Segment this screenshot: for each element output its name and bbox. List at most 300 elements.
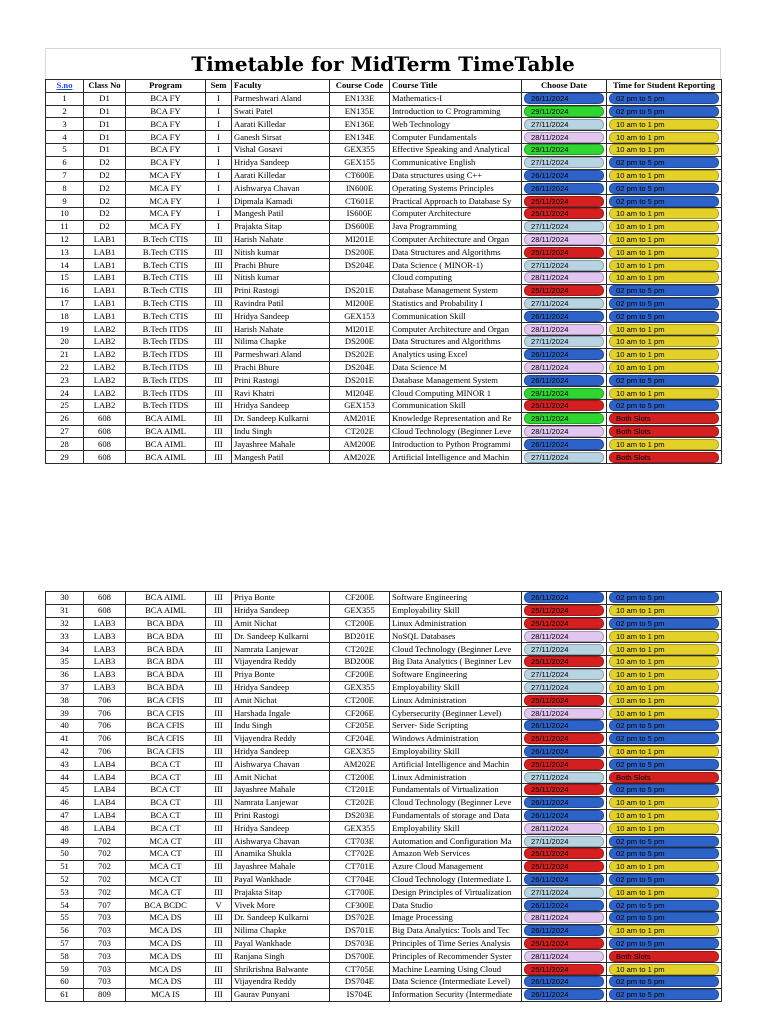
cell-class-no: LAB2 [84, 399, 126, 412]
date-pill[interactable]: 27/11/2024 [524, 887, 604, 898]
cell-reporting-time[interactable] [607, 156, 722, 169]
date-pill[interactable]: 25/11/2024 [524, 695, 604, 706]
time-pill[interactable]: Both Slots [609, 772, 719, 783]
cell-class-no: LAB3 [84, 630, 126, 643]
cell-choose-date[interactable] [522, 451, 607, 464]
cell-choose-date[interactable] [522, 950, 607, 963]
time-pill[interactable]: 02 pm to 5 pm [609, 196, 719, 207]
time-pill[interactable]: 10 am to 1 pm [609, 324, 719, 335]
table-row [46, 284, 722, 297]
cell-reporting-time[interactable] [607, 310, 722, 323]
table-row [46, 681, 722, 694]
time-pill[interactable]: 10 am to 1 pm [609, 746, 719, 757]
cell-choose-date[interactable] [522, 796, 607, 809]
cell-choose-date[interactable] [522, 156, 607, 169]
time-pill[interactable]: 02 pm to 5 pm [609, 976, 719, 987]
cell-sem: III [206, 399, 232, 412]
cell-program: B.Tech CTIS [126, 246, 206, 259]
cell-sem: III [206, 335, 232, 348]
cell-program: MCA FY [126, 195, 206, 208]
date-pill[interactable]: 26/11/2024 [524, 746, 604, 757]
table-row [46, 323, 722, 336]
date-pill[interactable]: 26/11/2024 [524, 989, 604, 1000]
date-pill[interactable]: 26/11/2024 [524, 720, 604, 731]
cell-choose-date[interactable] [522, 118, 607, 131]
cell-reporting-time[interactable] [607, 809, 722, 822]
time-pill[interactable]: 02 pm to 5 pm [609, 157, 719, 168]
cell-choose-date[interactable] [522, 592, 607, 605]
cell-reporting-time[interactable] [607, 220, 722, 233]
cell-choose-date[interactable] [522, 758, 607, 771]
cell-choose-date[interactable] [522, 822, 607, 835]
table-row [46, 361, 722, 374]
cell-course-title: Artificial Intelligence and Machin [390, 451, 522, 464]
cell-choose-date[interactable] [522, 643, 607, 656]
cell-sno: 45 [46, 783, 84, 796]
time-pill[interactable]: 10 am to 1 pm [609, 925, 719, 936]
cell-choose-date[interactable] [522, 399, 607, 412]
time-pill[interactable]: 02 pm to 5 pm [609, 375, 719, 386]
header-sno[interactable]: S.no [46, 80, 84, 93]
time-pill[interactable]: 10 am to 1 pm [609, 669, 719, 680]
time-pill[interactable]: 10 am to 1 pm [609, 221, 719, 232]
date-pill[interactable]: 25/11/2024 [524, 784, 604, 795]
cell-reporting-time[interactable] [607, 899, 722, 912]
cell-choose-date[interactable] [522, 860, 607, 873]
date-pill[interactable]: 27/11/2024 [524, 260, 604, 271]
time-pill[interactable]: 02 pm to 5 pm [609, 912, 719, 923]
time-pill[interactable]: 02 pm to 5 pm [609, 618, 719, 629]
cell-reporting-time[interactable] [607, 348, 722, 361]
date-pill[interactable]: 25/11/2024 [524, 285, 604, 296]
cell-choose-date[interactable] [522, 937, 607, 950]
cell-choose-date[interactable] [522, 899, 607, 912]
cell-choose-date[interactable] [522, 323, 607, 336]
time-pill[interactable]: 02 pm to 5 pm [609, 784, 719, 795]
cell-sno: 12 [46, 233, 84, 246]
cell-reporting-time[interactable] [607, 694, 722, 707]
cell-choose-date[interactable] [522, 963, 607, 976]
cell-reporting-time[interactable] [607, 963, 722, 976]
cell-sno: 1 [46, 92, 84, 105]
date-pill[interactable]: 27/11/2024 [524, 157, 604, 168]
cell-reporting-time[interactable] [607, 783, 722, 796]
cell-reporting-time[interactable] [607, 630, 722, 643]
date-pill[interactable]: 28/11/2024 [524, 912, 604, 923]
date-pill[interactable]: 26/11/2024 [524, 311, 604, 322]
time-pill[interactable]: 10 am to 1 pm [609, 349, 719, 360]
cell-sem: III [206, 233, 232, 246]
cell-choose-date[interactable] [522, 604, 607, 617]
date-pill[interactable]: 27/11/2024 [524, 644, 604, 655]
time-pill[interactable]: 10 am to 1 pm [609, 964, 719, 975]
cell-reporting-time[interactable] [607, 233, 722, 246]
date-pill[interactable]: 29/11/2024 [524, 106, 604, 117]
cell-choose-date[interactable] [522, 335, 607, 348]
table-row [46, 592, 722, 605]
cell-reporting-time[interactable] [607, 118, 722, 131]
date-pill[interactable]: 26/11/2024 [524, 797, 604, 808]
cell-reporting-time[interactable] [607, 643, 722, 656]
time-pill[interactable]: 10 am to 1 pm [609, 336, 719, 347]
cell-reporting-time[interactable] [607, 873, 722, 886]
cell-choose-date[interactable] [522, 732, 607, 745]
time-pill[interactable]: 10 am to 1 pm [609, 119, 719, 130]
time-pill[interactable]: 02 pm to 5 pm [609, 298, 719, 309]
cell-choose-date[interactable] [522, 259, 607, 272]
date-pill[interactable]: 25/11/2024 [524, 848, 604, 859]
cell-course-title: Employability Skill [390, 681, 522, 694]
cell-choose-date[interactable] [522, 105, 607, 118]
cell-reporting-time[interactable] [607, 758, 722, 771]
time-pill[interactable]: 02 pm to 5 pm [609, 311, 719, 322]
date-pill[interactable]: 28/11/2024 [524, 631, 604, 642]
cell-class-no: LAB4 [84, 758, 126, 771]
cell-reporting-time[interactable] [607, 438, 722, 451]
table-row [46, 924, 722, 937]
cell-course-code: CF205E [330, 719, 390, 732]
time-pill[interactable]: 10 am to 1 pm [609, 362, 719, 373]
cell-reporting-time[interactable] [607, 246, 722, 259]
cell-choose-date[interactable] [522, 182, 607, 195]
date-pill[interactable]: 26/11/2024 [524, 925, 604, 936]
date-pill[interactable]: 25/11/2024 [524, 733, 604, 744]
time-pill[interactable]: 10 am to 1 pm [609, 247, 719, 258]
cell-reporting-time[interactable] [607, 604, 722, 617]
date-pill[interactable]: 25/11/2024 [524, 656, 604, 667]
table-row [46, 169, 722, 182]
date-pill[interactable]: 26/11/2024 [524, 976, 604, 987]
cell-class-no: LAB2 [84, 374, 126, 387]
date-pill[interactable]: 27/11/2024 [524, 119, 604, 130]
cell-choose-date[interactable] [522, 348, 607, 361]
time-pill[interactable]: 10 am to 1 pm [609, 708, 719, 719]
time-pill[interactable]: Both Slots [609, 426, 719, 437]
cell-choose-date[interactable] [522, 694, 607, 707]
time-pill[interactable]: 10 am to 1 pm [609, 272, 719, 283]
cell-reporting-time[interactable] [607, 886, 722, 899]
time-pill[interactable]: 10 am to 1 pm [609, 605, 719, 616]
cell-class-no: LAB2 [84, 361, 126, 374]
time-pill[interactable]: 02 pm to 5 pm [609, 183, 719, 194]
time-pill[interactable]: Both Slots [609, 452, 719, 463]
cell-sem: III [206, 950, 232, 963]
cell-choose-date[interactable] [522, 92, 607, 105]
date-pill[interactable]: 25/11/2024 [524, 605, 604, 616]
cell-choose-date[interactable] [522, 668, 607, 681]
date-pill[interactable]: 25/11/2024 [524, 247, 604, 258]
cell-reporting-time[interactable] [607, 92, 722, 105]
cell-reporting-time[interactable] [607, 207, 722, 220]
cell-course-code: DS204E [330, 259, 390, 272]
date-pill[interactable]: 25/11/2024 [524, 861, 604, 872]
cell-choose-date[interactable] [522, 207, 607, 220]
date-pill[interactable]: 25/11/2024 [524, 964, 604, 975]
date-pill[interactable]: 29/11/2024 [524, 144, 604, 155]
cell-reporting-time[interactable] [607, 592, 722, 605]
date-pill[interactable]: 29/11/2024 [524, 413, 604, 424]
date-pill[interactable]: 26/11/2024 [524, 93, 604, 104]
cell-program: BCA AIML [126, 604, 206, 617]
time-pill[interactable]: 02 pm to 5 pm [609, 592, 719, 603]
cell-reporting-time[interactable] [607, 143, 722, 156]
date-pill[interactable]: 27/11/2024 [524, 669, 604, 680]
cell-choose-date[interactable] [522, 745, 607, 758]
cell-reporting-time[interactable] [607, 399, 722, 412]
cell-reporting-time[interactable] [607, 412, 722, 425]
date-pill[interactable]: 25/11/2024 [524, 938, 604, 949]
date-pill[interactable]: 28/11/2024 [524, 234, 604, 245]
cell-choose-date[interactable] [522, 425, 607, 438]
cell-reporting-time[interactable] [607, 835, 722, 848]
date-pill[interactable]: 27/11/2024 [524, 682, 604, 693]
cell-choose-date[interactable] [522, 284, 607, 297]
date-pill[interactable]: 28/11/2024 [524, 426, 604, 437]
cell-choose-date[interactable] [522, 783, 607, 796]
time-pill[interactable]: 10 am to 1 pm [609, 797, 719, 808]
date-pill[interactable]: 25/11/2024 [524, 196, 604, 207]
time-pill[interactable]: 10 am to 1 pm [609, 208, 719, 219]
cell-choose-date[interactable] [522, 835, 607, 848]
time-pill[interactable]: 02 pm to 5 pm [609, 836, 719, 847]
cell-choose-date[interactable] [522, 655, 607, 668]
cell-reporting-time[interactable] [607, 847, 722, 860]
cell-reporting-time[interactable] [607, 297, 722, 310]
cell-reporting-time[interactable] [607, 387, 722, 400]
date-pill[interactable]: 28/11/2024 [524, 132, 604, 143]
cell-reporting-time[interactable] [607, 988, 722, 1001]
date-pill[interactable]: 27/11/2024 [524, 221, 604, 232]
cell-choose-date[interactable] [522, 847, 607, 860]
cell-choose-date[interactable] [522, 169, 607, 182]
cell-choose-date[interactable] [522, 617, 607, 630]
cell-choose-date[interactable] [522, 195, 607, 208]
date-pill[interactable]: 26/11/2024 [524, 900, 604, 911]
cell-program: BCA BDA [126, 617, 206, 630]
cell-choose-date[interactable] [522, 873, 607, 886]
page-title: Timetable for MidTerm TimeTable [45, 48, 721, 79]
cell-course-code: CT701E [330, 860, 390, 873]
cell-choose-date[interactable] [522, 374, 607, 387]
date-pill[interactable]: 25/11/2024 [524, 208, 604, 219]
date-pill[interactable]: 28/11/2024 [524, 823, 604, 834]
cell-reporting-time[interactable] [607, 131, 722, 144]
cell-reporting-time[interactable] [607, 924, 722, 937]
cell-course-title: Data Science M [390, 361, 522, 374]
date-pill[interactable]: 26/11/2024 [524, 170, 604, 181]
cell-reporting-time[interactable] [607, 745, 722, 758]
cell-sno: 33 [46, 630, 84, 643]
cell-choose-date[interactable] [522, 220, 607, 233]
cell-sno: 25 [46, 399, 84, 412]
cell-reporting-time[interactable] [607, 361, 722, 374]
time-pill[interactable]: 10 am to 1 pm [609, 260, 719, 271]
date-pill[interactable]: 25/11/2024 [524, 759, 604, 770]
cell-sem: I [206, 118, 232, 131]
cell-sem: III [206, 681, 232, 694]
time-pill[interactable]: 10 am to 1 pm [609, 644, 719, 655]
date-pill[interactable]: 27/11/2024 [524, 836, 604, 847]
cell-reporting-time[interactable] [607, 911, 722, 924]
cell-course-code: MI200E [330, 297, 390, 310]
cell-reporting-time[interactable] [607, 323, 722, 336]
date-pill[interactable]: 29/11/2024 [524, 388, 604, 399]
cell-course-code: BD201E [330, 630, 390, 643]
date-pill[interactable]: 28/11/2024 [524, 708, 604, 719]
cell-reporting-time[interactable] [607, 937, 722, 950]
time-pill[interactable]: 10 am to 1 pm [609, 682, 719, 693]
date-pill[interactable]: 25/11/2024 [524, 618, 604, 629]
cell-reporting-time[interactable] [607, 796, 722, 809]
time-pill[interactable]: 10 am to 1 pm [609, 439, 719, 450]
cell-sno: 7 [46, 169, 84, 182]
cell-reporting-time[interactable] [607, 195, 722, 208]
cell-reporting-time[interactable] [607, 374, 722, 387]
time-pill[interactable]: 10 am to 1 pm [609, 695, 719, 706]
date-pill[interactable]: 26/11/2024 [524, 349, 604, 360]
time-pill[interactable]: 02 pm to 5 pm [609, 874, 719, 885]
cell-reporting-time[interactable] [607, 169, 722, 182]
cell-reporting-time[interactable] [607, 860, 722, 873]
time-pill[interactable]: Both Slots [609, 951, 719, 962]
cell-choose-date[interactable] [522, 271, 607, 284]
table-row [46, 374, 722, 387]
cell-choose-date[interactable] [522, 297, 607, 310]
time-pill[interactable]: 10 am to 1 pm [609, 170, 719, 181]
cell-choose-date[interactable] [522, 143, 607, 156]
cell-faculty: Amit Nichat [232, 771, 330, 784]
cell-reporting-time[interactable] [607, 771, 722, 784]
date-pill[interactable]: 25/11/2024 [524, 400, 604, 411]
cell-class-no: 608 [84, 412, 126, 425]
cell-choose-date[interactable] [522, 719, 607, 732]
cell-reporting-time[interactable] [607, 681, 722, 694]
cell-choose-date[interactable] [522, 246, 607, 259]
cell-reporting-time[interactable] [607, 950, 722, 963]
time-pill[interactable]: 02 pm to 5 pm [609, 733, 719, 744]
time-pill[interactable]: 02 pm to 5 pm [609, 400, 719, 411]
cell-reporting-time[interactable] [607, 668, 722, 681]
cell-course-code: DS200E [330, 335, 390, 348]
time-pill[interactable]: 10 am to 1 pm [609, 810, 719, 821]
cell-choose-date[interactable] [522, 412, 607, 425]
time-pill[interactable]: 10 am to 1 pm [609, 823, 719, 834]
cell-choose-date[interactable] [522, 707, 607, 720]
cell-course-title: Cloud computing [390, 271, 522, 284]
time-pill[interactable]: 02 pm to 5 pm [609, 938, 719, 949]
cell-reporting-time[interactable] [607, 425, 722, 438]
cell-reporting-time[interactable] [607, 451, 722, 464]
time-pill[interactable]: 02 pm to 5 pm [609, 93, 719, 104]
time-pill[interactable]: 02 pm to 5 pm [609, 900, 719, 911]
cell-reporting-time[interactable] [607, 335, 722, 348]
cell-reporting-time[interactable] [607, 259, 722, 272]
cell-reporting-time[interactable] [607, 271, 722, 284]
cell-course-title: Communication Skill [390, 310, 522, 323]
cell-sno: 36 [46, 668, 84, 681]
cell-course-code: CT202E [330, 425, 390, 438]
cell-choose-date[interactable] [522, 924, 607, 937]
table-row [46, 655, 722, 668]
time-pill[interactable]: 02 pm to 5 pm [609, 106, 719, 117]
time-pill[interactable]: 02 pm to 5 pm [609, 759, 719, 770]
cell-reporting-time[interactable] [607, 105, 722, 118]
cell-reporting-time[interactable] [607, 719, 722, 732]
date-pill[interactable]: 26/11/2024 [524, 439, 604, 450]
cell-choose-date[interactable] [522, 911, 607, 924]
cell-choose-date[interactable] [522, 387, 607, 400]
cell-sno: 42 [46, 745, 84, 758]
time-pill[interactable]: 02 pm to 5 pm [609, 285, 719, 296]
cell-reporting-time[interactable] [607, 707, 722, 720]
cell-choose-date[interactable] [522, 886, 607, 899]
cell-reporting-time[interactable] [607, 182, 722, 195]
cell-choose-date[interactable] [522, 988, 607, 1001]
cell-choose-date[interactable] [522, 630, 607, 643]
cell-choose-date[interactable] [522, 809, 607, 822]
cell-reporting-time[interactable] [607, 822, 722, 835]
cell-choose-date[interactable] [522, 975, 607, 988]
cell-program: MCA DS [126, 924, 206, 937]
cell-sem: I [206, 207, 232, 220]
time-pill[interactable]: 10 am to 1 pm [609, 861, 719, 872]
cell-choose-date[interactable] [522, 131, 607, 144]
date-pill[interactable]: 27/11/2024 [524, 298, 604, 309]
time-pill[interactable]: 10 am to 1 pm [609, 234, 719, 245]
date-pill[interactable]: 28/11/2024 [524, 324, 604, 335]
cell-choose-date[interactable] [522, 233, 607, 246]
cell-choose-date[interactable] [522, 438, 607, 451]
date-pill[interactable]: 26/11/2024 [524, 592, 604, 603]
cell-sem: III [206, 719, 232, 732]
date-pill[interactable]: 28/11/2024 [524, 951, 604, 962]
cell-choose-date[interactable] [522, 361, 607, 374]
date-pill[interactable]: 28/11/2024 [524, 362, 604, 373]
cell-reporting-time[interactable] [607, 617, 722, 630]
cell-reporting-time[interactable] [607, 284, 722, 297]
cell-reporting-time[interactable] [607, 655, 722, 668]
date-pill[interactable]: 27/11/2024 [524, 772, 604, 783]
time-pill[interactable]: 02 pm to 5 pm [609, 720, 719, 731]
cell-course-title: Computer Architecture and Organ [390, 233, 522, 246]
cell-course-title: Fundamentals of storage and Data [390, 809, 522, 822]
time-pill[interactable]: 10 am to 1 pm [609, 631, 719, 642]
time-pill[interactable]: 10 am to 1 pm [609, 887, 719, 898]
time-pill[interactable]: 10 am to 1 pm [609, 132, 719, 143]
time-pill[interactable]: 10 am to 1 pm [609, 656, 719, 667]
date-pill[interactable]: 26/11/2024 [524, 183, 604, 194]
date-pill[interactable]: 27/11/2024 [524, 336, 604, 347]
cell-class-no: D2 [84, 195, 126, 208]
date-pill[interactable]: 27/11/2024 [524, 452, 604, 463]
date-pill[interactable]: 26/11/2024 [524, 874, 604, 885]
cell-choose-date[interactable] [522, 681, 607, 694]
time-pill[interactable]: Both Slots [609, 413, 719, 424]
cell-choose-date[interactable] [522, 310, 607, 323]
date-pill[interactable]: 26/11/2024 [524, 375, 604, 386]
cell-reporting-time[interactable] [607, 732, 722, 745]
time-pill[interactable]: 10 am to 1 pm [609, 144, 719, 155]
header-course-title: Course Title [390, 80, 522, 93]
time-pill[interactable]: 02 pm to 5 pm [609, 848, 719, 859]
time-pill[interactable]: 10 am to 1 pm [609, 388, 719, 399]
cell-reporting-time[interactable] [607, 975, 722, 988]
cell-choose-date[interactable] [522, 771, 607, 784]
time-pill[interactable]: 02 pm to 5 pm [609, 989, 719, 1000]
date-pill[interactable]: 26/11/2024 [524, 810, 604, 821]
date-pill[interactable]: 28/11/2024 [524, 272, 604, 283]
table-row [46, 271, 722, 284]
